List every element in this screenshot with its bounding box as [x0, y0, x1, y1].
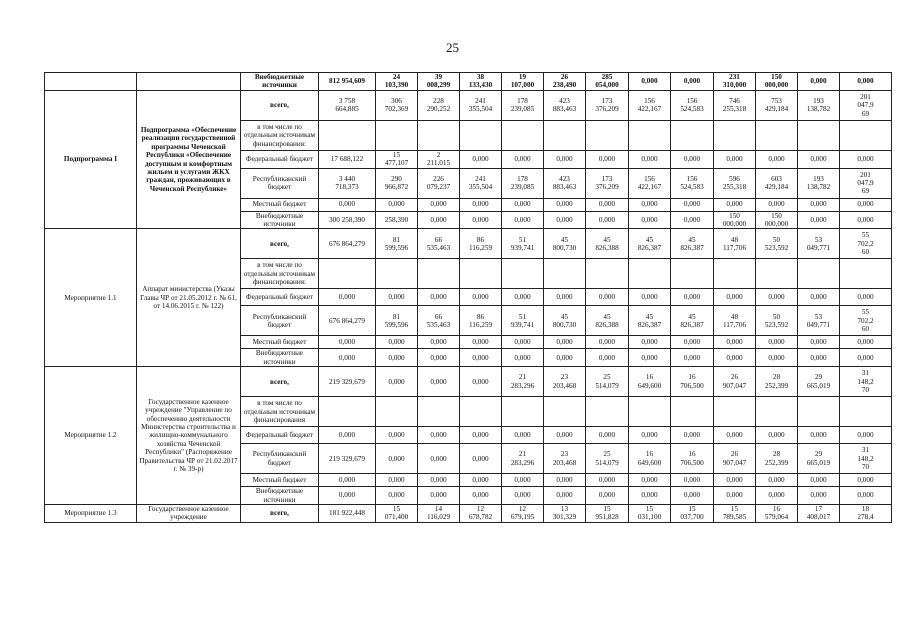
value-cell: 0,000 — [714, 427, 756, 444]
value-cell: 0,000 — [798, 211, 840, 229]
value-cell: 0,000 — [418, 367, 460, 397]
source-cell: Федеральный бюджет — [241, 289, 319, 306]
value-cell: 0,000 — [756, 289, 798, 306]
source-cell: Федеральный бюджет — [241, 150, 319, 168]
value-cell: 21 283,296 — [502, 367, 544, 397]
value-cell: 15 477,107 — [376, 150, 418, 168]
value-cell: 0,000 — [460, 349, 502, 367]
value-cell: 0,000 — [586, 487, 629, 505]
value-cell: 0,000 — [502, 349, 544, 367]
value-cell: 0,000 — [418, 474, 460, 487]
value-cell: 53 049,771 — [798, 306, 840, 336]
executor-cell — [137, 73, 241, 91]
value-cell: 0,000 — [376, 444, 418, 474]
value-cell: 0,000 — [544, 349, 586, 367]
value-cell: 2 211,015 — [418, 150, 460, 168]
value-cell: 241 355,504 — [460, 90, 502, 120]
value-cell: 603 429,184 — [756, 168, 798, 198]
value-cell: 258,390 — [376, 211, 418, 229]
value-cell: 0,000 — [629, 150, 671, 168]
value-cell: 31 148,2 70 — [840, 444, 892, 474]
value-cell — [319, 120, 376, 150]
value-cell: 0,000 — [671, 150, 714, 168]
value-cell: 0,000 — [629, 349, 671, 367]
source-cell: в том числе по отдельным источникам финансирования — [241, 397, 319, 427]
value-cell: 746 255,318 — [714, 90, 756, 120]
value-cell: 0,000 — [756, 349, 798, 367]
value-cell: 219 329,679 — [319, 367, 376, 397]
value-cell: 24 103,390 — [376, 73, 418, 91]
value-cell — [756, 120, 798, 150]
value-cell: 0,000 — [376, 367, 418, 397]
value-cell: 228 290,252 — [418, 90, 460, 120]
value-cell — [629, 397, 671, 427]
value-cell: 17 408,017 — [798, 505, 840, 523]
value-cell: 0,000 — [714, 474, 756, 487]
value-cell: 0,000 — [319, 198, 376, 211]
value-cell: 26 907,047 — [714, 367, 756, 397]
value-cell: 0,000 — [544, 211, 586, 229]
value-cell: 231 310,000 — [714, 73, 756, 91]
value-cell: 53 049,771 — [798, 229, 840, 259]
value-cell: 150 000,000 — [756, 73, 798, 91]
value-cell: 0,000 — [544, 150, 586, 168]
value-cell: 18 278,4 — [840, 505, 892, 523]
value-cell: 0,000 — [798, 289, 840, 306]
budget-table — [44, 72, 892, 523]
value-cell: 16 579,064 — [756, 505, 798, 523]
value-cell — [586, 259, 629, 289]
value-cell: 0,000 — [586, 427, 629, 444]
value-cell: 0,000 — [840, 349, 892, 367]
program-cell — [45, 73, 137, 91]
value-cell: 0,000 — [586, 289, 629, 306]
value-cell: 29 665,019 — [798, 367, 840, 397]
value-cell: 0,000 — [629, 211, 671, 229]
value-cell: 15 951,828 — [586, 505, 629, 523]
value-cell: 0,000 — [502, 289, 544, 306]
value-cell: 201 047,9 69 — [840, 90, 892, 120]
value-cell: 0,000 — [840, 487, 892, 505]
value-cell: 0,000 — [586, 211, 629, 229]
value-cell: 16 706,500 — [671, 367, 714, 397]
value-cell — [714, 120, 756, 150]
value-cell: 193 138,782 — [798, 90, 840, 120]
value-cell: 66 535,463 — [418, 229, 460, 259]
value-cell: 0,000 — [418, 427, 460, 444]
value-cell: 0,000 — [502, 474, 544, 487]
executor-cell: Подпрограмма «Обеспечение реализации государственной программы Чеченской Республики «Обеспечение доступным и комфортным жильем и услугами ЖКХ граждан, проживающих в Чеченской Республике» — [137, 90, 241, 229]
value-cell: 0,000 — [460, 289, 502, 306]
value-cell: 0,000 — [840, 427, 892, 444]
value-cell: 28 252,399 — [756, 444, 798, 474]
measure-name-cell: Мероприятие 1.1 — [45, 229, 137, 367]
value-cell — [376, 259, 418, 289]
value-cell: 0,000 — [671, 211, 714, 229]
value-cell — [544, 120, 586, 150]
value-cell: 12 678,782 — [460, 505, 502, 523]
value-cell: 0,000 — [460, 336, 502, 349]
value-cell: 226 079,237 — [418, 168, 460, 198]
value-cell: 0,000 — [671, 487, 714, 505]
value-cell: 45 826,388 — [586, 306, 629, 336]
value-cell: 0,000 — [714, 289, 756, 306]
source-cell: всего, — [241, 90, 319, 120]
value-cell: 0,000 — [544, 336, 586, 349]
value-cell: 0,000 — [460, 487, 502, 505]
source-cell: Внебюджетные источники — [241, 211, 319, 229]
value-cell: 45 826,387 — [629, 306, 671, 336]
value-cell: 81 599,596 — [376, 306, 418, 336]
value-cell: 23 203,468 — [544, 444, 586, 474]
value-cell: 0,000 — [376, 427, 418, 444]
value-cell: 0,000 — [756, 150, 798, 168]
value-cell: 0,000 — [319, 487, 376, 505]
source-cell: Местный бюджет — [241, 336, 319, 349]
source-cell: Внебюджетные источники — [241, 349, 319, 367]
executor-cell: Государственное казенное учреждение "Управление по обеспечению деятельности Министерства строительства и жилищно-коммунального хозяйства Чеченской Республики" (Распоряжение Правительства ЧР от 21.02.2017 г. № 39-р) — [137, 367, 241, 505]
value-cell: 290 966,872 — [376, 168, 418, 198]
value-cell: 0,000 — [376, 474, 418, 487]
value-cell — [798, 259, 840, 289]
value-cell — [756, 259, 798, 289]
value-cell — [418, 120, 460, 150]
value-cell: 15 071,400 — [376, 505, 418, 523]
value-cell: 0,000 — [460, 367, 502, 397]
value-cell: 0,000 — [629, 474, 671, 487]
source-cell: Республиканский бюджет — [241, 306, 319, 336]
value-cell: 178 239,085 — [502, 90, 544, 120]
value-cell: 25 514,079 — [586, 444, 629, 474]
measure-name-cell: Мероприятие 1.3 — [45, 505, 137, 523]
source-cell: Внебюджетные источники — [241, 73, 319, 91]
source-cell: Федеральный бюджет — [241, 427, 319, 444]
value-cell: 0,000 — [319, 336, 376, 349]
value-cell: 0,000 — [756, 336, 798, 349]
value-cell: 86 116,259 — [460, 229, 502, 259]
value-cell: 0,000 — [418, 289, 460, 306]
value-cell: 29 665,019 — [798, 444, 840, 474]
value-cell: 0,000 — [460, 150, 502, 168]
value-cell: 16 706,500 — [671, 444, 714, 474]
value-cell: 181 922,448 — [319, 505, 376, 523]
value-cell: 0,000 — [671, 336, 714, 349]
value-cell: 156 422,167 — [629, 168, 671, 198]
value-cell: 0,000 — [798, 474, 840, 487]
value-cell: 50 523,592 — [756, 229, 798, 259]
value-cell: 0,000 — [714, 150, 756, 168]
value-cell: 156 422,167 — [629, 90, 671, 120]
value-cell: 0,000 — [756, 198, 798, 211]
value-cell: 0,000 — [798, 336, 840, 349]
value-cell: 423 883,463 — [544, 168, 586, 198]
value-cell — [502, 259, 544, 289]
value-cell: 31 148,2 70 — [840, 367, 892, 397]
source-cell: в том числе по отдельным источникам финансирования: — [241, 120, 319, 150]
value-cell — [502, 120, 544, 150]
value-cell: 0,000 — [502, 150, 544, 168]
value-cell: 0,000 — [798, 349, 840, 367]
value-cell — [502, 397, 544, 427]
value-cell: 676 864,279 — [319, 306, 376, 336]
value-cell — [544, 397, 586, 427]
value-cell: 12 679,195 — [502, 505, 544, 523]
value-cell: 45 800,730 — [544, 306, 586, 336]
value-cell: 812 954,609 — [319, 73, 376, 91]
value-cell: 0,000 — [714, 336, 756, 349]
table-row — [45, 90, 892, 120]
value-cell: 0,000 — [671, 289, 714, 306]
value-cell: 16 649,600 — [629, 367, 671, 397]
value-cell — [798, 397, 840, 427]
value-cell: 753 429,184 — [756, 90, 798, 120]
value-cell: 0,000 — [798, 198, 840, 211]
value-cell: 15 789,585 — [714, 505, 756, 523]
measure-name-cell: Мероприятие 1.2 — [45, 367, 137, 505]
value-cell: 0,000 — [798, 73, 840, 91]
value-cell: 0,000 — [840, 150, 892, 168]
value-cell — [319, 259, 376, 289]
value-cell: 25 514,079 — [586, 367, 629, 397]
value-cell: 0,000 — [376, 289, 418, 306]
value-cell: 0,000 — [544, 487, 586, 505]
value-cell — [376, 120, 418, 150]
value-cell: 0,000 — [714, 198, 756, 211]
source-cell: Республиканский бюджет — [241, 444, 319, 474]
value-cell: 0,000 — [586, 198, 629, 211]
source-cell: всего, — [241, 229, 319, 259]
value-cell: 0,000 — [629, 427, 671, 444]
value-cell: 3 758 664,885 — [319, 90, 376, 120]
value-cell: 0,000 — [714, 487, 756, 505]
value-cell: 86 116,259 — [460, 306, 502, 336]
value-cell: 0,000 — [319, 474, 376, 487]
value-cell: 0,000 — [586, 349, 629, 367]
value-cell: 0,000 — [629, 487, 671, 505]
value-cell — [418, 259, 460, 289]
value-cell: 38 133,430 — [460, 73, 502, 91]
value-cell: 0,000 — [544, 289, 586, 306]
value-cell — [671, 120, 714, 150]
value-cell: 15 031,100 — [629, 505, 671, 523]
value-cell: 0,000 — [460, 198, 502, 211]
value-cell: 156 524,583 — [671, 90, 714, 120]
value-cell: 0,000 — [502, 336, 544, 349]
value-cell: 0,000 — [502, 211, 544, 229]
value-cell: 0,000 — [418, 336, 460, 349]
value-cell — [671, 259, 714, 289]
value-cell: 219 329,679 — [319, 444, 376, 474]
value-cell: 0,000 — [418, 444, 460, 474]
executor-cell: Государственное казенное учреждение — [137, 505, 241, 523]
executor-cell: Аппарат министерства (Указы Главы ЧР от 21.05.2012 г. № 61, от 14.06.2015 г. № 122) — [137, 229, 241, 367]
value-cell: 45 826,387 — [671, 306, 714, 336]
value-cell: 0,000 — [756, 427, 798, 444]
value-cell: 16 649,600 — [629, 444, 671, 474]
value-cell: 0,000 — [376, 336, 418, 349]
value-cell: 0,000 — [418, 211, 460, 229]
value-cell — [714, 259, 756, 289]
value-cell: 26 907,047 — [714, 444, 756, 474]
value-cell: 55 702,2 60 — [840, 306, 892, 336]
value-cell: 0,000 — [418, 198, 460, 211]
source-cell: в том числе по отдельным источникам финансирования: — [241, 259, 319, 289]
value-cell: 0,000 — [840, 198, 892, 211]
value-cell: 0,000 — [460, 211, 502, 229]
value-cell: 150 000,000 — [714, 211, 756, 229]
value-cell: 423 883,463 — [544, 90, 586, 120]
value-cell: 0,000 — [671, 349, 714, 367]
value-cell: 0,000 — [544, 198, 586, 211]
value-cell: 23 203,468 — [544, 367, 586, 397]
source-cell: Республиканский бюджет — [241, 168, 319, 198]
value-cell: 0,000 — [502, 487, 544, 505]
table-row — [45, 73, 892, 91]
value-cell — [460, 120, 502, 150]
value-cell: 13 301,329 — [544, 505, 586, 523]
value-cell: 0,000 — [714, 349, 756, 367]
source-cell: Местный бюджет — [241, 198, 319, 211]
value-cell: 0,000 — [671, 73, 714, 91]
value-cell: 48 117,706 — [714, 306, 756, 336]
value-cell — [798, 120, 840, 150]
value-cell: 150 000,000 — [756, 211, 798, 229]
value-cell: 55 702,2 60 — [840, 229, 892, 259]
value-cell: 676 864,279 — [319, 229, 376, 259]
value-cell: 0,000 — [756, 487, 798, 505]
value-cell: 0,000 — [376, 349, 418, 367]
value-cell: 201 047,9 69 — [840, 168, 892, 198]
value-cell: 0,000 — [376, 198, 418, 211]
value-cell: 0,000 — [319, 289, 376, 306]
value-cell: 156 524,583 — [671, 168, 714, 198]
value-cell: 26 238,490 — [544, 73, 586, 91]
value-cell: 0,000 — [798, 487, 840, 505]
value-cell — [840, 120, 892, 150]
value-cell: 19 107,000 — [502, 73, 544, 91]
value-cell: 0,000 — [544, 474, 586, 487]
value-cell: 173 376,209 — [586, 168, 629, 198]
value-cell — [418, 397, 460, 427]
value-cell: 45 826,388 — [586, 229, 629, 259]
value-cell: 21 283,296 — [502, 444, 544, 474]
value-cell: 45 826,387 — [629, 229, 671, 259]
value-cell: 17 688,122 — [319, 150, 376, 168]
value-cell: 596 255,318 — [714, 168, 756, 198]
value-cell: 306 702,369 — [376, 90, 418, 120]
value-cell: 193 138,782 — [798, 168, 840, 198]
value-cell: 0,000 — [586, 336, 629, 349]
value-cell: 0,000 — [319, 349, 376, 367]
value-cell: 0,000 — [840, 336, 892, 349]
value-cell: 173 376,209 — [586, 90, 629, 120]
value-cell: 51 939,741 — [502, 306, 544, 336]
value-cell: 0,000 — [418, 487, 460, 505]
value-cell: 28 252,399 — [756, 367, 798, 397]
source-cell: Внебюджетные источники — [241, 487, 319, 505]
value-cell — [756, 397, 798, 427]
value-cell: 45 800,730 — [544, 229, 586, 259]
value-cell — [319, 397, 376, 427]
page-number: 25 — [446, 40, 459, 55]
value-cell: 0,000 — [840, 474, 892, 487]
value-cell — [629, 259, 671, 289]
measure-name-cell: Подпрограмма I — [45, 90, 137, 229]
value-cell — [586, 397, 629, 427]
source-cell: всего, — [241, 367, 319, 397]
value-cell: 0,000 — [840, 289, 892, 306]
value-cell: 3 440 718,373 — [319, 168, 376, 198]
value-cell — [544, 259, 586, 289]
source-cell: всего, — [241, 505, 319, 523]
value-cell: 51 939,741 — [502, 229, 544, 259]
value-cell: 0,000 — [376, 487, 418, 505]
table-row — [45, 505, 892, 523]
value-cell: 45 826,387 — [671, 229, 714, 259]
value-cell: 0,000 — [671, 198, 714, 211]
value-cell — [460, 259, 502, 289]
value-cell: 0,000 — [629, 73, 671, 91]
value-cell: 0,000 — [319, 427, 376, 444]
value-cell: 285 054,000 — [586, 73, 629, 91]
value-cell: 81 599,596 — [376, 229, 418, 259]
value-cell: 0,000 — [756, 474, 798, 487]
value-cell: 0,000 — [586, 474, 629, 487]
value-cell: 0,000 — [502, 427, 544, 444]
value-cell: 300 258,390 — [319, 211, 376, 229]
value-cell — [714, 397, 756, 427]
value-cell — [586, 120, 629, 150]
table-row — [45, 367, 892, 397]
table-row — [45, 229, 892, 259]
value-cell: 0,000 — [798, 427, 840, 444]
source-cell: Местный бюджет — [241, 474, 319, 487]
value-cell: 50 523,592 — [756, 306, 798, 336]
value-cell: 0,000 — [629, 336, 671, 349]
value-cell: 0,000 — [460, 444, 502, 474]
value-cell: 0,000 — [629, 289, 671, 306]
value-cell — [840, 259, 892, 289]
value-cell: 39 008,299 — [418, 73, 460, 91]
value-cell: 0,000 — [460, 427, 502, 444]
value-cell — [671, 397, 714, 427]
value-cell: 66 535,463 — [418, 306, 460, 336]
value-cell — [376, 397, 418, 427]
value-cell: 0,000 — [671, 427, 714, 444]
value-cell: 48 117,706 — [714, 229, 756, 259]
value-cell — [460, 397, 502, 427]
value-cell — [629, 120, 671, 150]
value-cell: 15 037,700 — [671, 505, 714, 523]
value-cell: 178 239,085 — [502, 168, 544, 198]
value-cell: 0,000 — [840, 73, 892, 91]
value-cell: 14 116,029 — [418, 505, 460, 523]
value-cell: 0,000 — [544, 427, 586, 444]
value-cell: 0,000 — [460, 474, 502, 487]
value-cell: 0,000 — [629, 198, 671, 211]
value-cell: 0,000 — [502, 198, 544, 211]
table-body — [45, 73, 892, 523]
value-cell: 0,000 — [671, 474, 714, 487]
value-cell: 0,000 — [798, 150, 840, 168]
value-cell: 0,000 — [586, 150, 629, 168]
value-cell: 241 355,504 — [460, 168, 502, 198]
value-cell: 0,000 — [418, 349, 460, 367]
value-cell: 0,000 — [840, 211, 892, 229]
value-cell — [840, 397, 892, 427]
